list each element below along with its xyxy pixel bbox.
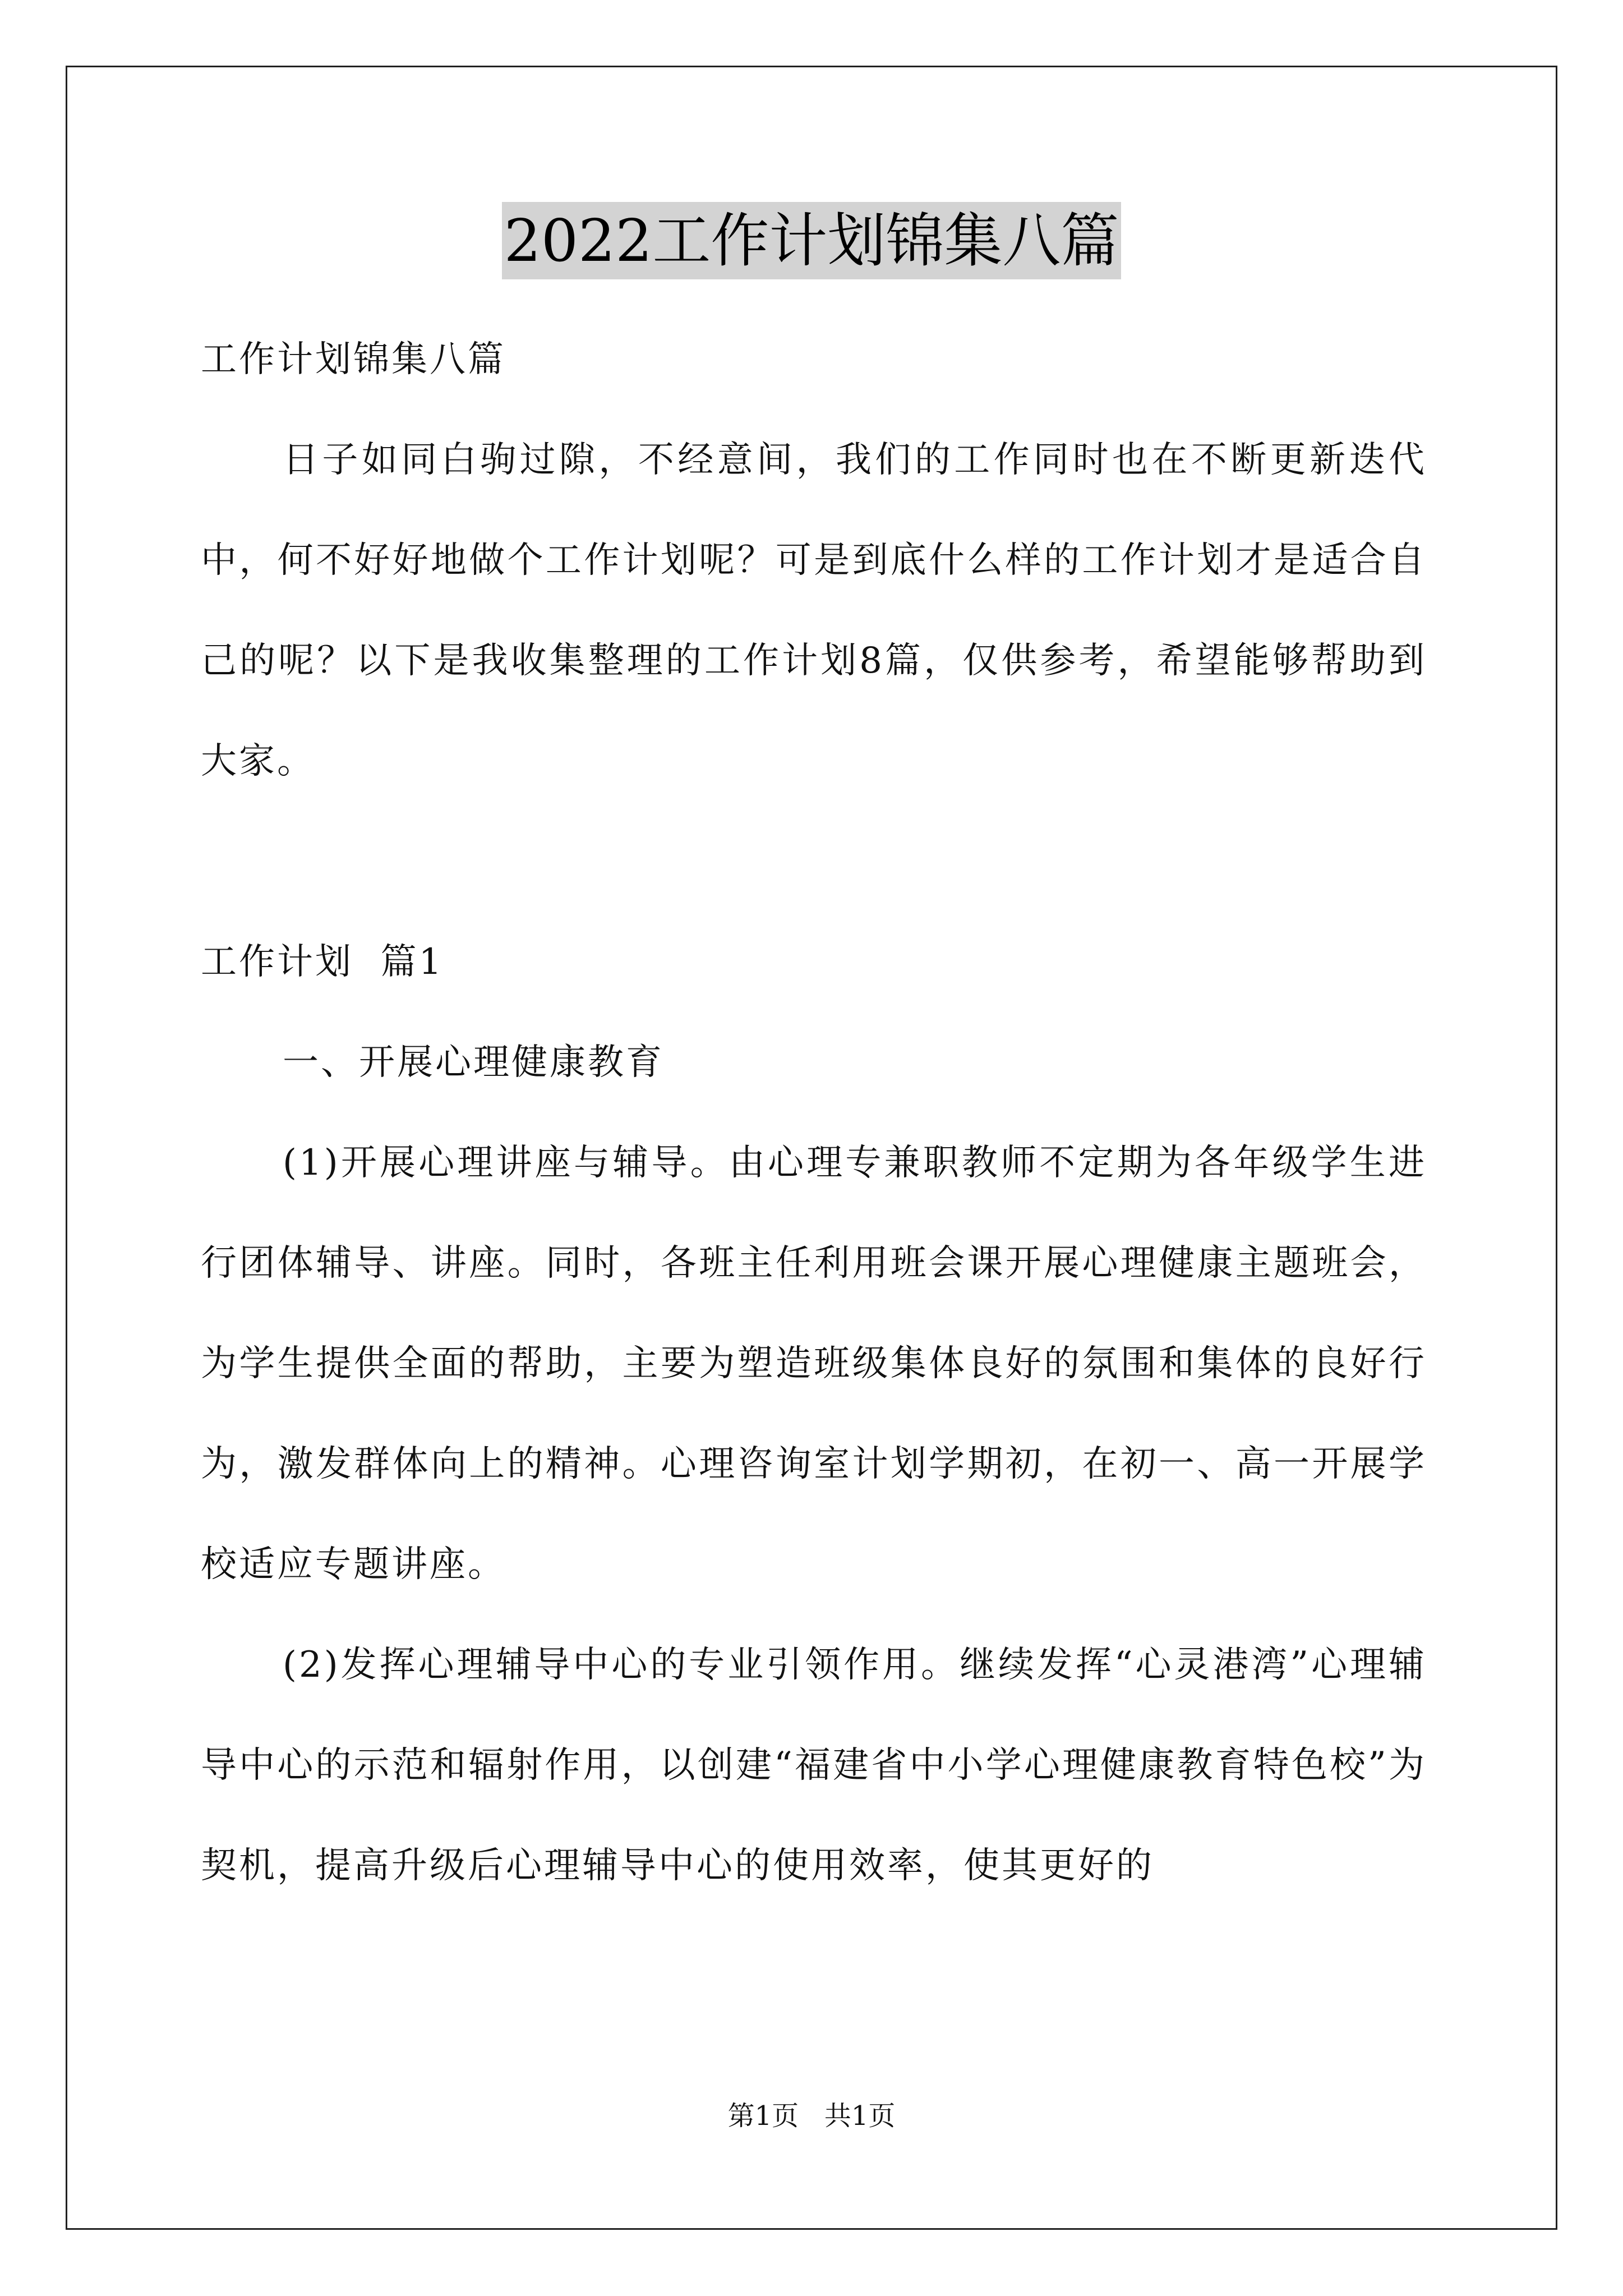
title-container	[0, 202, 1623, 279]
intro-paragraph: 日子如同白驹过隙，不经意间，我们的工作同时也在不断更新迭代中，何不好好地做个工作计划呢？可是到底什么样的工作计划才是适合自己的呢？以下是我收集整理的工作计划8篇，仅供参考，希望能够帮助到大家。	[201, 439, 1427, 782]
document-body	[201, 310, 1427, 1916]
section-subheading: 一、开展心理健康教育	[283, 1042, 664, 1083]
document-title: 2022工作计划锦集八篇	[502, 202, 1122, 279]
document-subtitle: 工作计划锦集八篇	[201, 339, 506, 380]
page-footer: 第1页 共1页	[727, 2100, 896, 2132]
section-paragraph-2: (2)发挥心理辅导中心的专业引领作用。继续发挥“心灵港湾”心理辅导中心的示范和辐射作用，以创建“福建省中小学心理健康教育特色校”为契机，提高升级后心理辅导中心的使用效率，使其更好的	[201, 1644, 1427, 1887]
section-paragraph-1: (1)开展心理讲座与辅导。由心理专兼职教师不定期为各年级学生进行团体辅导、讲座。同时，各班主任利用班会课开展心理健康主题班会，为学生提供全面的帮助，主要为塑造班级集体良好的氛围和集体的良好行为，激发群体向上的精神。心理咨询室计划学期初，在初一、高一开展学校适应专题讲座。	[201, 1142, 1427, 1585]
section-heading: 工作计划 篇1	[201, 941, 444, 983]
